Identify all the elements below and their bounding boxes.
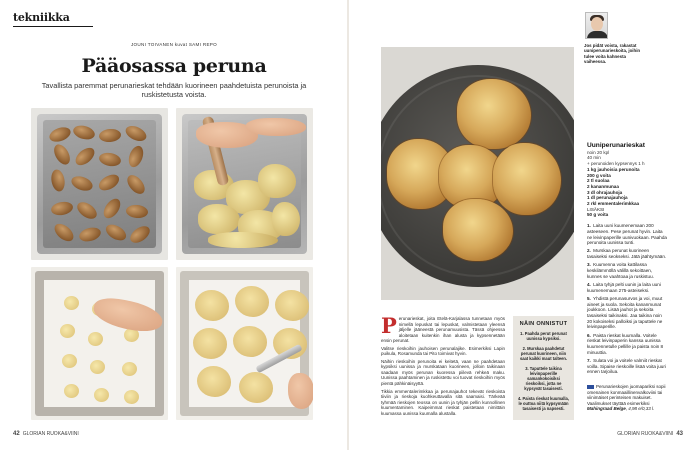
flag-icon [587,385,594,389]
recipe-step: 4. Laita tyhjä pelti uunin ja laita uuni kuumenemaan 275-asteiseksi. [587,281,661,293]
recipe-step: 6. Paista rieskat kuumalla. Voitele rieskat leivinpaperin kanssa uunissa kuumennetulle pellille ja paista noin 8 minuuttia. [587,332,664,355]
tips-box-title: NÄIN ONNISTUT [519,321,568,327]
photo-flattened-dough [176,267,313,420]
right-page-footer [617,431,683,437]
recipe-step: 2. Murskaa perunat kuorineen tasaiseksi seokseksi. Jätä jäähtymään. [587,248,667,260]
extra-ingredient: 50 g voita [587,212,609,218]
recommendation-text: Perunarieskojen juomapariksi sopii omenainen konmaaillinenvalkoviini tai viinimäiset perinteisen makuiset. Vaalimukset täyttää esimerkiksi [587,384,666,406]
photo-baked-potatoes [31,108,168,260]
roasting-pan [37,114,162,254]
page-number-left: 42 [13,431,20,437]
section-tag: tekniikka [13,11,70,24]
author-avatar [585,12,608,39]
recipe-step: 7. Sulata voi ja voitele valmiit rieskat voilla. Sipaise rieskoille lisää voita juuri ennen tarjoilua. [587,357,666,375]
page-gutter [347,0,349,450]
ingredient: 1 kg jauhoisia perunoita [587,166,640,172]
drop-cap: P [381,313,397,338]
baking-tray [35,271,164,416]
article-lead: Tavallista paremmat perunarieskat tehdään kuorineen paahdetuista perunoista ja ruskistetusta voista. [41,81,307,99]
left-page-footer [13,431,79,437]
recipe-card [587,143,667,378]
ingredient: 2 kananmunaa [587,183,619,189]
tip-item: 2. Murskaa paahdetut perunat kuorineen, niin saat kaikki maut talteen. [519,346,568,361]
tip-item: 4. Paista rieskat kuumalla, le outtoa niitä kypsymään tasaisesti ja napsesti. [518,396,569,411]
ingredient: 3 dl ohrajauhoja [587,189,623,195]
tips-box [513,316,574,420]
body-paragraph: Valitse rieskoihin jauhoisen perunalajike. Esimerkiksi Lapin puikula, Rosamunda tai Pito toimivat hyvin. [381,345,505,357]
recipe-step: 5. Yhdistä perunasurvos ja voi, muut aineet ja suola. Sekoita kananmunat joukkoon. Lisää jauhot ja sekoita tasaiseksi taikinaksi. Jaa taikina noin 20 kokoiseksi palloiksi ja taputtele ne leivinpaperille. [587,295,663,330]
ingredient: 2 tl suolaa [587,178,610,184]
body-paragraph: Tikkia emmentalerimkkaa ja perunajauhot tekevät rieskoista tiiviin ja rieskoja kuohkeuttavalla sitä saamaisi. Tärkeää tyhmää rieskojen teossa on uunin ja tyhjän pellin kunnollinen kuumentaminen. Kaipeimmat rieskat paistetaan nimittäin kuumassa uunissa kuumalla alustalla. [381,388,505,416]
recipe-steps [587,223,667,375]
tip-item: 1. Paahda perut perunat uunissa kypsiksi. [520,331,567,341]
ingredient: 1 dl perunajauhoja [587,195,628,201]
recipe-step: 3. Kuumenna voita kattilassa keskilämmöllä välillä sekoittaen, kunnes se vaahtoaa ja ruskistuu. [587,262,654,279]
photo-dough-balls [31,267,168,420]
ingredient: 200 g voita [587,172,611,178]
section-rule [13,26,93,27]
recipe-step: 1. Laita uuni kuumenemaan 200 asteeseen. Pese perunat hyvin. Laita ne leivinpaperille uunivuokaan. Paahda perunoita uunissa tunti. [587,223,667,246]
wine-name: Mahingraad Belge [587,406,626,411]
recipe-extra-time: + perunoiden kypsennys 1 h [587,161,645,167]
page-number-right: 43 [676,431,683,437]
potato-flatbread [493,143,561,215]
recipe-time: 40 min [587,155,601,161]
photo-finished-rieskat [381,47,574,300]
extra-label: LISÄKSI [587,206,605,212]
author-tip: Jos pidät voista, rakastat uuniperunarieskoita, joihin tulee voita kahnesta vaiheessa. [584,43,641,65]
wine-recommendation: Perunarieskojen juomapariksi sopii omenainen konmaaillinenvalkoviini tai viinimäiset perinteisen makuiset. Vaalimukset täyttää esimerkiksi Mahingraad Belge, 4,98 e/0,33 l. [587,384,666,411]
wine-price: 4,98 e/0,33 l. [628,406,655,411]
article-headline: Pääosassa peruna [81,55,267,77]
potato-flatbread [443,199,513,261]
recipe-title: Uuniperunarieskat [587,142,645,149]
body-paragraph: Näihin rieskoihin perunoita ei keitetä, vaan ne paahdetaan kypsiksi uunissa ja murskataan kuorineen, jolloin taikinaan saadaan myös perunan kuoressa piilevä rehkeä maku. Uunissa paahtaminen ja ruskistettu voi tuovat rieskoihin myös pientä pähkinäisyyttä. [381,358,505,387]
potato-flatbread [457,79,531,149]
body-paragraph: Perunarieskat, joita Etelä-Karjalassa tunnetaan myös nimellä lepuskat tai lepuskat, valmistetaan yleensä jäljelle jääneestä perunamuusista. Tässä ohjeessa aloitetaan kuitenkin ihan alusta ja kypsennetään ensin perunat. [381,313,505,344]
footer-magazine-right: GLORIAN RUOKA&VIINI [617,431,674,437]
article-credits: JOUNI TOIVANEN kuvat SAMI REPO [130,42,218,47]
footer-magazine-left: GLORIAN RUOKA&VIINI [22,431,79,437]
tip-item: 3. Taputtele taikina leivinpaperille samankokoisiksi rieskoiksi, jotta ne kypsyvät tasaisesti. [524,366,563,391]
recipe-yield: noin 20 kpl [587,149,610,155]
hand [288,373,313,409]
ingredient: 2 rkl emmentalerimkkaa [587,201,640,207]
photo-mashing-potatoes [176,108,313,260]
article-body [381,313,505,418]
